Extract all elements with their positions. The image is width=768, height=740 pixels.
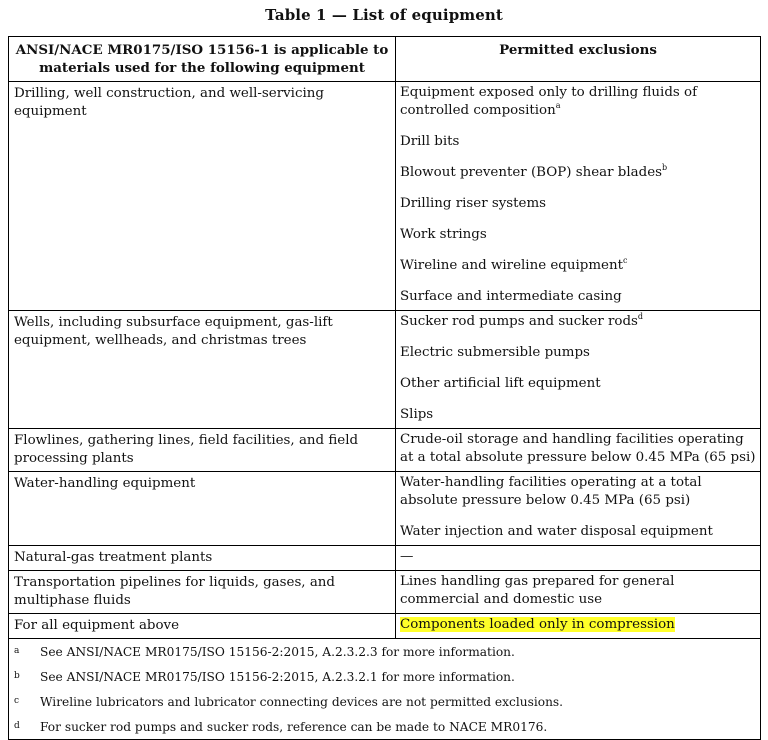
exclusion-item	[396, 255, 760, 277]
footnote-reference: a	[555, 100, 561, 110]
footnote-mark: c	[14, 696, 20, 706]
equipment-cell	[9, 311, 396, 429]
exclusion-item	[396, 131, 760, 153]
footnote-text: See ANSI/NACE MR0175/ISO 15156-2:2015, A.2.3.2.1 for more information.	[40, 669, 515, 684]
equipment-table	[8, 36, 761, 740]
exclusion-item	[396, 82, 760, 122]
exclusion-item	[396, 162, 760, 184]
exclusion-text: —	[400, 549, 414, 564]
footnote-mark: d	[14, 721, 20, 731]
table-row	[9, 429, 761, 472]
exclusion-item	[396, 546, 760, 568]
exclusion-text: Crude-oil storage and handling facilities operating at a total absolute pressure below 0.45 MPa (65 psi)	[400, 432, 756, 465]
table-header-row	[9, 37, 761, 82]
header-exclusions: Permitted exclusions	[396, 37, 761, 82]
exclusion-text: Work strings	[400, 227, 487, 242]
exclusions-cell	[396, 546, 761, 571]
equipment-cell	[9, 429, 396, 472]
table-row	[9, 311, 761, 429]
equipment-text: Flowlines, gathering lines, field facilities, and field processing plants	[14, 433, 359, 466]
exclusion-text: Equipment exposed only to drilling fluids of controlled composition	[400, 85, 698, 118]
exclusion-item	[396, 429, 760, 469]
footnote	[9, 689, 760, 714]
exclusion-item	[396, 311, 760, 333]
exclusion-item	[396, 193, 760, 215]
exclusions-cell	[396, 571, 761, 614]
footnote	[9, 639, 760, 664]
exclusions-cell	[396, 472, 761, 546]
exclusion-item	[396, 224, 760, 246]
exclusion-item	[396, 571, 760, 611]
exclusions-cell	[396, 311, 761, 429]
exclusion-text: Slips	[400, 407, 434, 422]
footnote	[9, 664, 760, 689]
equipment-text: Wells, including subsurface equipment, gas-lift equipment, wellheads, and christmas trees	[14, 315, 333, 348]
exclusion-text: Sucker rod pumps and sucker rods	[400, 314, 638, 329]
table-row	[9, 546, 761, 571]
equipment-text: For all equipment above	[14, 618, 180, 633]
equipment-text: Transportation pipelines for liquids, gases, and multiphase fluids	[14, 575, 336, 608]
exclusion-text: Water-handling facilities operating at a total absolute pressure below 0.45 MPa (65 psi)	[400, 475, 702, 508]
exclusion-text: Drilling riser systems	[400, 196, 547, 211]
exclusion-text: Water injection and water disposal equipment	[400, 524, 713, 539]
exclusions-cell	[396, 429, 761, 472]
exclusion-item	[396, 472, 760, 512]
exclusion-text: Other artificial lift equipment	[400, 376, 601, 391]
footnote-mark: a	[14, 646, 20, 656]
equipment-text: Natural-gas treatment plants	[14, 550, 213, 565]
footnote-reference: b	[662, 162, 668, 172]
exclusions-cell	[396, 82, 761, 311]
exclusion-item	[396, 521, 760, 543]
exclusion-text: Blowout preventer (BOP) shear blades	[400, 165, 662, 180]
table-row	[9, 472, 761, 546]
equipment-text: Water-handling equipment	[14, 476, 196, 491]
equipment-cell	[9, 571, 396, 614]
table-body	[9, 82, 761, 740]
exclusion-item	[396, 286, 760, 308]
table-row	[9, 82, 761, 311]
footnotes-row	[9, 639, 761, 740]
footnote-text: For sucker rod pumps and sucker rods, reference can be made to NACE MR0176.	[40, 719, 548, 734]
exclusion-item	[396, 342, 760, 364]
equipment-cell	[9, 472, 396, 546]
equipment-cell	[9, 614, 396, 639]
table-caption: Table 1 — List of equipment	[265, 6, 503, 24]
exclusion-text: Wireline and wireline equipment	[400, 258, 623, 273]
table-row	[9, 571, 761, 614]
equipment-cell	[9, 546, 396, 571]
footnote-reference: d	[637, 311, 644, 321]
footnote-text: See ANSI/NACE MR0175/ISO 15156-2:2015, A.2.3.2.3 for more information.	[40, 644, 515, 659]
exclusion-item	[396, 404, 760, 426]
header-equipment: ANSI/NACE MR0175/ISO 15156-1 is applicable to materials used for the following equipment	[9, 37, 396, 82]
exclusion-text: Components loaded only in compression	[400, 617, 675, 632]
exclusions-cell	[396, 614, 761, 639]
exclusion-item	[396, 373, 760, 395]
exclusion-item	[396, 614, 760, 636]
equipment-text: Drilling, well construction, and well-servicing equipment	[14, 86, 324, 119]
table-row	[9, 614, 761, 639]
footnote	[9, 714, 760, 739]
footnote-mark: b	[14, 671, 20, 681]
footnote-text: Wireline lubricators and lubricator connecting devices are not permitted exclusions.	[40, 694, 564, 709]
exclusion-text: Electric submersible pumps	[400, 345, 590, 360]
exclusion-text: Lines handling gas prepared for general commercial and domestic use	[400, 574, 675, 607]
equipment-cell	[9, 82, 396, 311]
exclusion-text: Surface and intermediate casing	[400, 289, 622, 304]
exclusion-text: Drill bits	[400, 134, 460, 149]
footnote-reference: c	[623, 255, 628, 265]
footnotes-cell	[9, 639, 761, 740]
